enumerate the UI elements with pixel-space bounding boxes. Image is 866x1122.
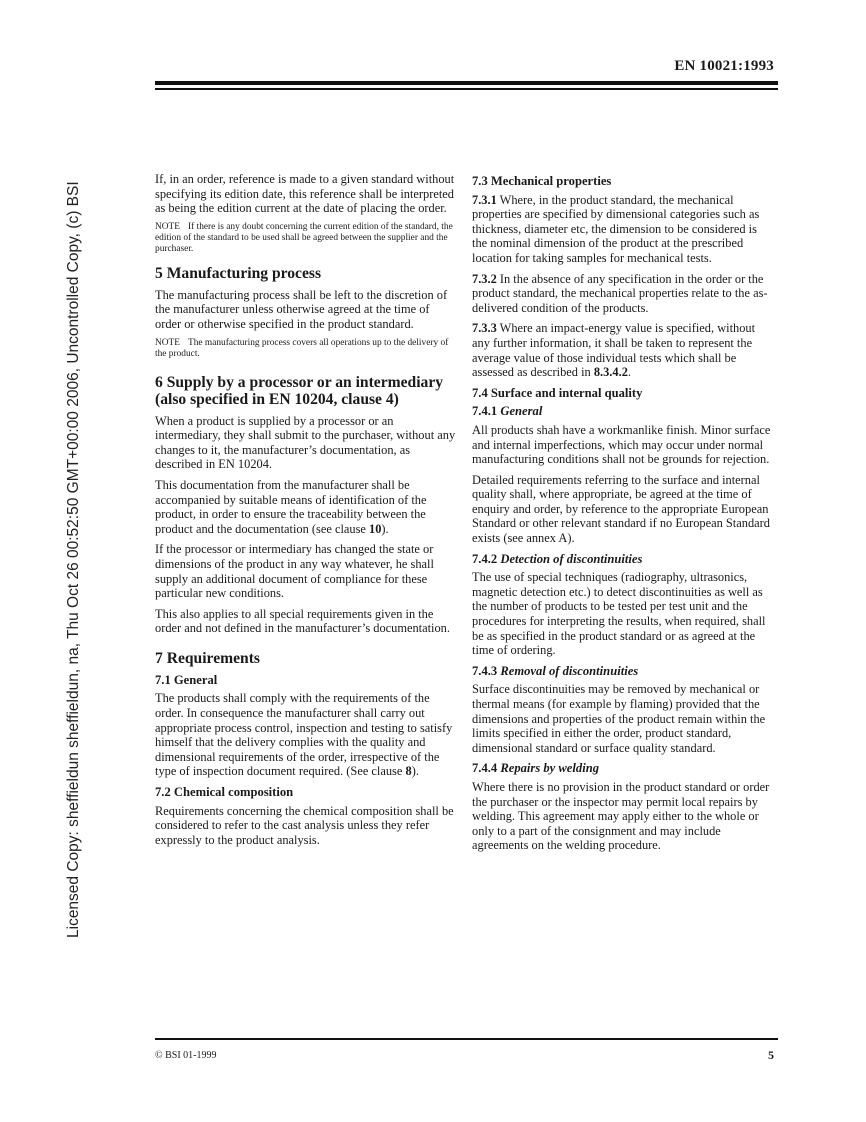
note-manufacturing (155, 338, 457, 360)
section-7-3-3-paragraph: 7.3.3 Where an impact-energy value is specified, without any further information, it shall be taken to represent the average value of those individual tests which shall be assessed as described in 8.3.4.2. (472, 321, 756, 380)
section-7-4-1-paragraph-1: All products shah have a workmanlike finish. Minor surface and internal imperfections, which may occur under normal manufacturing conditions shall not be grounds for rejection. (472, 422, 771, 467)
footer-copyright: © BSI 01-1999 (155, 1050, 217, 1061)
note-text: If there is any doubt concerning the current edition of the standard, the edition of the standard to be used shall be agreed between the supplier and the purchaser. (155, 221, 453, 254)
note-edition (155, 222, 457, 255)
section-7-2-paragraph: Requirements concerning the chemical composition shall be considered to refer to the cast analysis unless they refer expressly to the product analysis. (155, 803, 454, 847)
clause-number: 7.3.1 (472, 192, 497, 207)
section-7-heading: 7 Requirements (155, 649, 260, 667)
footer-rule (155, 1038, 778, 1040)
section-7-3-heading: 7.3 Mechanical properties (472, 174, 612, 188)
header-rule-thin (155, 88, 778, 90)
section-7-4-1-heading: 7.4.1 General (472, 404, 543, 419)
section-7-2-heading: 7.2 Chemical composition (155, 785, 294, 800)
section-7-4-3-paragraph: Surface discontinuities may be removed by mechanical or thermal means (for example by flaming) provided that the dimensions and properties of the product remain within the limits specified in either the order, product standard, dimensional standard or surface quality standard. (472, 682, 766, 755)
clause-reference: 8 (405, 764, 412, 779)
note-text: The manufacturing process covers all operations up to the delivery of the product. (155, 337, 449, 359)
section-7-1-paragraph: The products shall comply with the requirements of the order. In consequence the manufacturer shall carry out appropriate process control, inspection and testing to satisfy himself that the delivery complies with the quality and dimensional requirements of the order, irrespective of the type of inspection document required. (See clause 8). (155, 691, 453, 779)
clause-number: 7.3.3 (472, 321, 497, 336)
intro-paragraph: If, in an order, reference is made to a given standard without specifying its edition date, this reference shall be interpreted as being the edition current at the date of placing the order. (155, 172, 455, 216)
section-7-3-2-paragraph: 7.3.2 In the absence of any specification in the order or the product standard, the mechanical properties relate to the as-delivered condition of the products. (472, 271, 768, 315)
document-number: EN 10021:1993 (674, 58, 774, 74)
clause-reference: 8.3.4.2 (593, 365, 628, 380)
section-6-paragraph-1: When a product is supplied by a processor or an intermediary, they shall submit to the purchaser, without any changes to it, the manufacturer’s documentation, as described in EN 10204. (155, 413, 456, 472)
note-label: NOTE (155, 337, 180, 348)
page-number: 5 (768, 1048, 774, 1062)
section-5-paragraph: The manufacturing process shall be left to the discretion of the manufacturer unless otherwise agreed at the time of order or otherwise specified in the product standard. (155, 287, 448, 331)
section-7-4-2-paragraph: The use of special techniques (radiography, ultrasonics, magnetic detection etc.) to detect discontinuities as well as the number of products to be tested per test unit and the procedures for interpreting the results, when required, shall be as specified in the product standard or as agreed at the time of ordering. (472, 570, 766, 658)
section-7-4-3-heading: 7.4.3 Removal of discontinuities (472, 663, 639, 678)
header-rule-thick (155, 81, 778, 85)
section-7-4-2-heading: 7.4.2 Detection of discontinuities (472, 551, 643, 566)
section-7-4-heading: 7.4 Surface and internal quality (472, 385, 643, 400)
section-6-paragraph-2: This documentation from the manufacturer shall be accompanied by suitable means of identification of the product, in order to ensure the traceability between the product and the documentation (see clause 10). (155, 477, 427, 536)
section-6-heading: 6 Supply by a processor or an intermediary (also specified in EN 10204, clause 4) (155, 373, 444, 408)
section-7-4-4-paragraph: Where there is no provision in the product standard or order the purchaser or the inspector may permit local repairs by welding. This agreement may apply either to the whole or only to a part of the consignment and may include agreements on the welding procedure. (472, 779, 770, 853)
left-column (155, 172, 457, 853)
clause-reference: 10 (369, 521, 382, 536)
section-7-4-1-paragraph-2: Detailed requirements referring to the surface and internal quality shall, where appropriate, be agreed at the time of enquiry and order, by reference to the appropriate European Standard or other relevant standard if no European Standard exists (see annex A). (472, 472, 770, 546)
note-label: NOTE (155, 221, 180, 232)
license-watermark: Licensed Copy: sheffieldun sheffieldun, na, Thu Oct 26 00:52:50 GMT+00:00 2006, Uncontrolled Copy, (c) BSI (65, 181, 82, 938)
section-5-heading: 5 Manufacturing process (155, 264, 322, 282)
section-7-3-1-paragraph: 7.3.1 Where, in the product standard, the mechanical properties are specified by dimensional categories such as thickness, diameter etc, the dimension to be considered is the nominal dimension of the product at the prescribed location for taking samples for mechanical tests. (472, 192, 760, 265)
section-7-4-4-heading: 7.4.4 Repairs by welding (472, 761, 599, 776)
clause-number: 7.3.2 (472, 271, 497, 286)
section-6-paragraph-4: This also applies to all special requirements given in the order and not defined in the manufacturer’s documentation. (155, 606, 450, 636)
right-column (472, 172, 775, 859)
section-6-paragraph-3: If the processor or intermediary has changed the state or dimensions of the product in any way whatever, he shall supply an additional document of compliance for these particular new conditions. (155, 542, 434, 601)
section-7-1-heading: 7.1 General (155, 672, 218, 687)
